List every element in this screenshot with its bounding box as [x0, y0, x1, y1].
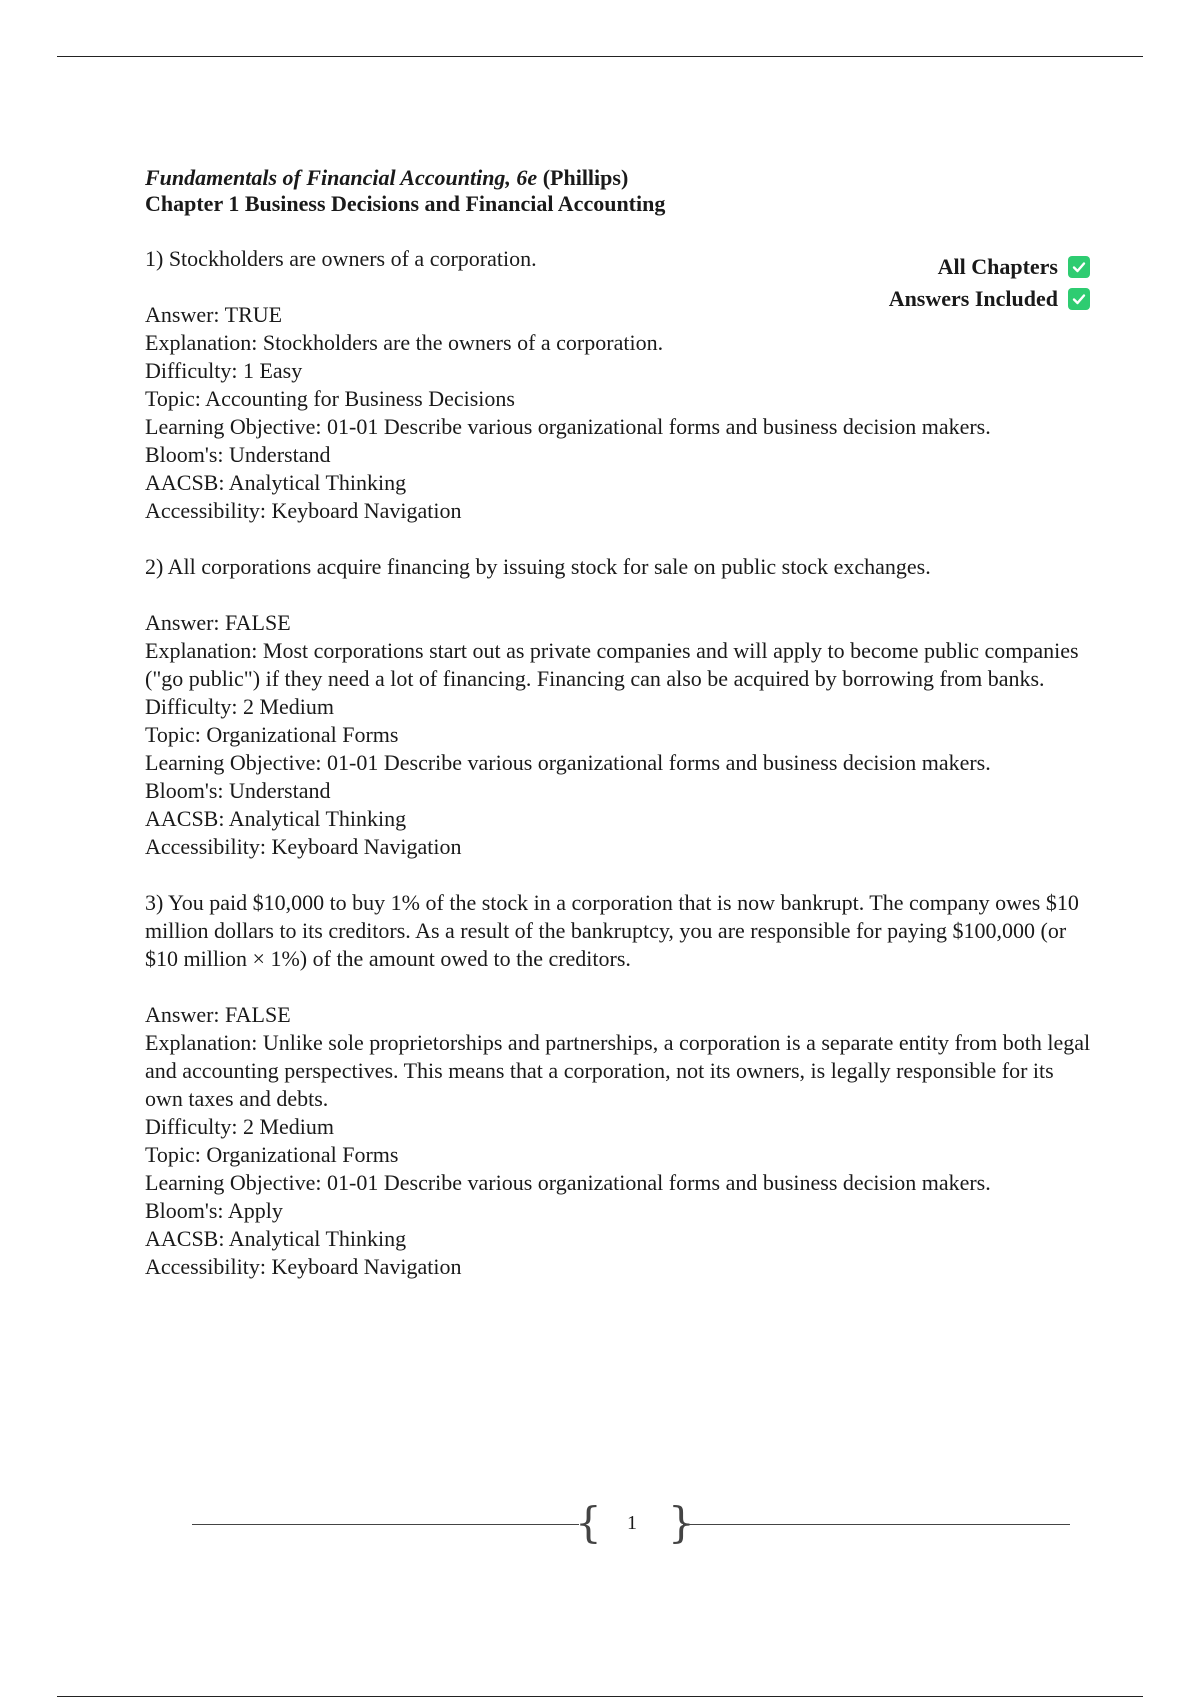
accessibility: Accessibility: Keyboard Navigation — [145, 1254, 462, 1279]
page-number: 1 — [627, 1512, 637, 1534]
difficulty: Difficulty: 1 Easy — [145, 358, 303, 383]
answer: Answer: FALSE — [145, 1002, 291, 1027]
difficulty: Difficulty: 2 Medium — [145, 694, 335, 719]
question-block — [145, 245, 1095, 525]
learning-objective: Learning Objective: 01-01 Describe various organizational forms and business decision makers. — [145, 1170, 991, 1195]
blooms: Bloom's: Understand — [145, 442, 331, 467]
topic: Topic: Organizational Forms — [145, 722, 399, 747]
learning-objective: Learning Objective: 01-01 Describe various organizational forms and business decision makers. — [145, 414, 991, 439]
spacer — [145, 273, 1095, 301]
aacsb: AACSB: Analytical Thinking — [145, 1226, 407, 1251]
badge-label: All Chapters — [937, 254, 1058, 279]
accessibility: Accessibility: Keyboard Navigation — [145, 834, 462, 859]
question-text: 3) You paid $10,000 to buy 1% of the stock in a corporation that is now bankrupt. The company owes $10 million dollars to its creditors. As a result of the bankruptcy, you are responsible for paying $100,000 (or $10 million × 1%) of the amount owed to the creditors. — [145, 890, 1079, 971]
aacsb: AACSB: Analytical Thinking — [145, 470, 407, 495]
question-text: 2) All corporations acquire financing by issuing stock for sale on public stock exchanges. — [145, 554, 931, 579]
right-brace-icon: } — [668, 1498, 695, 1547]
spacer — [145, 973, 1095, 1001]
spacer — [145, 525, 1095, 553]
explanation: Explanation: Unlike sole proprietorships and partnerships, a corporation is a separate entity from both legal and accounting perspectives. This means that a corporation, not its owners, is legally responsible for its own taxes and debts. — [145, 1030, 1091, 1111]
footer-rule-right — [683, 1524, 1070, 1525]
topic: Topic: Accounting for Business Decisions — [145, 386, 515, 411]
question-block — [145, 889, 1095, 1281]
book-title-line — [145, 165, 1095, 191]
answer: Answer: FALSE — [145, 610, 291, 635]
question-text: 1) Stockholders are owners of a corporation. — [145, 246, 537, 271]
chapter-title: Chapter 1 Business Decisions and Financial Accounting — [145, 191, 666, 216]
explanation: Explanation: Most corporations start out as private companies and will apply to become public companies ("go public") if they need a lot of financing. Financing can also be acquired by borrowing from banks. — [145, 638, 1079, 691]
book-title: Fundamentals of Financial Accounting, 6e — [145, 165, 538, 190]
accessibility: Accessibility: Keyboard Navigation — [145, 498, 462, 523]
top-rule — [57, 56, 1143, 57]
aacsb: AACSB: Analytical Thinking — [145, 806, 407, 831]
spacer — [145, 581, 1095, 609]
question-block — [145, 553, 1095, 861]
book-author: (Phillips) — [542, 165, 629, 190]
answer: Answer: TRUE — [145, 302, 283, 327]
badge-label: Answers Included — [888, 286, 1058, 311]
left-brace-icon: { — [575, 1498, 602, 1547]
blooms: Bloom's: Apply — [145, 1198, 283, 1223]
bottom-rule — [57, 1696, 1143, 1697]
difficulty: Difficulty: 2 Medium — [145, 1114, 335, 1139]
spacer — [145, 861, 1095, 889]
topic: Topic: Organizational Forms — [145, 1142, 399, 1167]
page-footer — [192, 1500, 1070, 1550]
explanation: Explanation: Stockholders are the owners of a corporation. — [145, 330, 664, 355]
document-body — [145, 165, 1095, 1281]
blooms: Bloom's: Understand — [145, 778, 331, 803]
learning-objective: Learning Objective: 01-01 Describe various organizational forms and business decision makers. — [145, 750, 991, 775]
footer-rule-left — [192, 1524, 579, 1525]
